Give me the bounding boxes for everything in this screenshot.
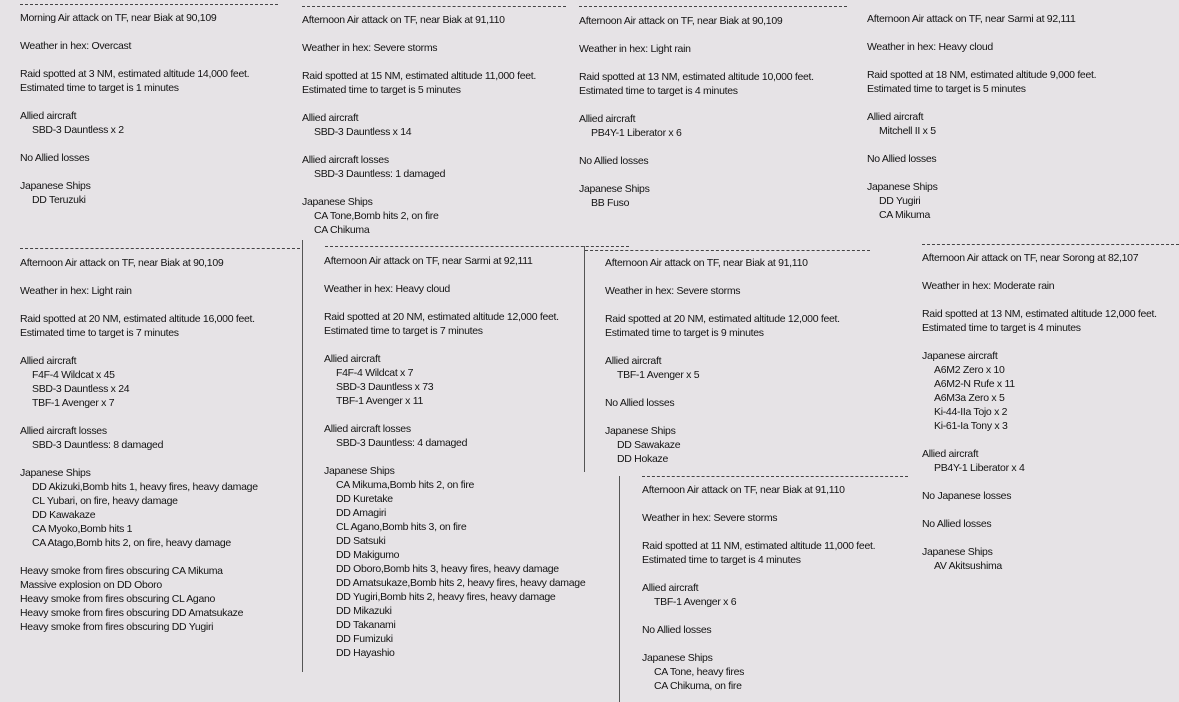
section-heading: Allied aircraft — [867, 111, 924, 123]
section-item: DD Satsuki — [336, 535, 386, 547]
report-title: Afternoon Air attack on TF, near Biak at 90,109 — [579, 15, 783, 27]
section-item: A6M3a Zero x 5 — [934, 392, 1005, 404]
section-item: DD Teruzuki — [32, 194, 86, 206]
report-weather: Weather in hex: Severe storms — [302, 42, 438, 54]
report-raid: Raid spotted at 20 NM, estimated altitude 12,000 feet. — [605, 313, 840, 325]
section-heading: No Allied losses — [579, 155, 649, 167]
window-border — [584, 246, 585, 472]
section-item: TBF-1 Avenger x 7 — [32, 397, 115, 409]
section-item: DD Yugiri — [879, 195, 921, 207]
report-title: Afternoon Air attack on TF, near Sorong at 82,107 — [922, 252, 1139, 264]
report-note: Heavy smoke from fires obscuring DD Amatsukaze — [20, 607, 244, 619]
section-heading: Allied aircraft losses — [302, 154, 389, 166]
section-heading: Japanese Ships — [867, 181, 938, 193]
report-eta: Estimated time to target is 7 minutes — [20, 327, 179, 339]
section-item: DD Takanami — [336, 619, 396, 631]
section-item: CA Tone,Bomb hits 2, on fire — [314, 210, 439, 222]
report-title: Afternoon Air attack on TF, near Sarmi at 92,111 — [324, 255, 533, 267]
report-title: Afternoon Air attack on TF, near Biak at 90,109 — [20, 257, 224, 269]
section-item: A6M2-N Rufe x 11 — [934, 378, 1015, 390]
section-heading: Allied aircraft — [20, 110, 77, 122]
separator-rule — [579, 6, 847, 7]
section-item: DD Yugiri,Bomb hits 2, heavy fires, heavy damage — [336, 591, 556, 603]
section-item: Ki-61-Ia Tony x 3 — [934, 420, 1008, 432]
report-title: Afternoon Air attack on TF, near Sarmi at 92,111 — [867, 13, 1076, 25]
section-item: CL Agano,Bomb hits 3, on fire — [336, 521, 467, 533]
report-weather: Weather in hex: Heavy cloud — [324, 283, 450, 295]
report-raid: Raid spotted at 15 NM, estimated altitude 11,000 feet. — [302, 70, 537, 82]
section-heading: No Allied losses — [642, 624, 712, 636]
window-border — [619, 476, 620, 702]
report-eta: Estimated time to target is 7 minutes — [324, 325, 483, 337]
report-title: Morning Air attack on TF, near Biak at 90,109 — [20, 12, 217, 24]
section-item: TBF-1 Avenger x 11 — [336, 395, 424, 407]
section-heading: Japanese Ships — [20, 467, 91, 479]
section-heading: Allied aircraft — [324, 353, 381, 365]
section-item: F4F-4 Wildcat x 7 — [336, 367, 414, 379]
section-item: A6M2 Zero x 10 — [934, 364, 1005, 376]
section-heading: Japanese Ships — [20, 180, 91, 192]
section-item: F4F-4 Wildcat x 45 — [32, 369, 115, 381]
section-item: CA Chikuma — [314, 224, 370, 236]
report-weather: Weather in hex: Overcast — [20, 40, 132, 52]
section-heading: No Allied losses — [867, 153, 937, 165]
section-item: DD Oboro,Bomb hits 3, heavy fires, heavy damage — [336, 563, 559, 575]
section-heading: Japanese Ships — [302, 196, 373, 208]
section-item: TBF-1 Avenger x 6 — [654, 596, 737, 608]
report-raid: Raid spotted at 18 NM, estimated altitude 9,000 feet. — [867, 69, 1097, 81]
report-eta: Estimated time to target is 1 minutes — [20, 82, 179, 94]
section-heading: Allied aircraft losses — [324, 423, 411, 435]
section-item: SBD-3 Dauntless x 14 — [314, 126, 412, 138]
window-border — [302, 240, 303, 672]
separator-rule — [20, 4, 278, 5]
section-item: CA Tone, heavy fires — [654, 666, 745, 678]
report-weather: Weather in hex: Light rain — [579, 43, 691, 55]
separator-rule — [585, 250, 870, 251]
section-item: DD Kuretake — [336, 493, 393, 505]
section-heading: Japanese aircraft — [922, 350, 998, 362]
report-weather: Weather in hex: Severe storms — [605, 285, 741, 297]
section-heading: Allied aircraft — [605, 355, 662, 367]
section-item: TBF-1 Avenger x 5 — [617, 369, 700, 381]
section-item: DD Sawakaze — [617, 439, 681, 451]
section-item: BB Fuso — [591, 197, 630, 209]
section-item: SBD-3 Dauntless x 2 — [32, 124, 124, 136]
section-item: CA Myoko,Bomb hits 1 — [32, 523, 133, 535]
section-heading: Japanese Ships — [642, 652, 713, 664]
report-eta: Estimated time to target is 4 minutes — [922, 322, 1081, 334]
report-eta: Estimated time to target is 4 minutes — [579, 85, 738, 97]
section-item: DD Amatsukaze,Bomb hits 2, heavy fires, heavy damage — [336, 577, 586, 589]
section-heading: Japanese Ships — [922, 546, 993, 558]
section-heading: No Allied losses — [20, 152, 90, 164]
section-item: AV Akitsushima — [934, 560, 1002, 572]
section-item: DD Hokaze — [617, 453, 668, 465]
section-heading: No Allied losses — [605, 397, 675, 409]
report-title: Afternoon Air attack on TF, near Biak at 91,110 — [302, 14, 505, 26]
report-weather: Weather in hex: Severe storms — [642, 512, 778, 524]
report-eta: Estimated time to target is 4 minutes — [642, 554, 801, 566]
section-item: DD Amagiri — [336, 507, 387, 519]
report-note: Heavy smoke from fires obscuring CA Mikuma — [20, 565, 223, 577]
report-raid: Raid spotted at 13 NM, estimated altitude 10,000 feet. — [579, 71, 814, 83]
section-item: CA Chikuma, on fire — [654, 680, 742, 692]
section-item: DD Fumizuki — [336, 633, 393, 645]
section-heading: Japanese Ships — [579, 183, 650, 195]
report-note: Heavy smoke from fires obscuring CL Agano — [20, 593, 216, 605]
section-item: DD Kawakaze — [32, 509, 96, 521]
section-item: DD Mikazuki — [336, 605, 392, 617]
section-heading: Allied aircraft losses — [20, 425, 107, 437]
section-item: CA Mikuma,Bomb hits 2, on fire — [336, 479, 475, 491]
section-item: DD Makigumo — [336, 549, 400, 561]
section-heading: Allied aircraft — [20, 355, 77, 367]
report-raid: Raid spotted at 20 NM, estimated altitude 16,000 feet. — [20, 313, 255, 325]
report-title: Afternoon Air attack on TF, near Biak at 91,110 — [605, 257, 808, 269]
separator-rule — [642, 476, 908, 477]
section-heading: Allied aircraft — [922, 448, 979, 460]
section-heading: No Allied losses — [922, 518, 992, 530]
report-weather: Weather in hex: Moderate rain — [922, 280, 1055, 292]
section-item: Mitchell II x 5 — [879, 125, 936, 137]
report-title: Afternoon Air attack on TF, near Biak at 91,110 — [642, 484, 845, 496]
section-item: CL Yubari, on fire, heavy damage — [32, 495, 178, 507]
report-note: Heavy smoke from fires obscuring DD Yugiri — [20, 621, 214, 633]
section-item: DD Hayashio — [336, 647, 395, 659]
report-raid: Raid spotted at 20 NM, estimated altitude 12,000 feet. — [324, 311, 559, 323]
section-heading: Japanese Ships — [324, 465, 395, 477]
section-item: SBD-3 Dauntless: 1 damaged — [314, 168, 446, 180]
report-raid: Raid spotted at 3 NM, estimated altitude 14,000 feet. — [20, 68, 250, 80]
report-eta: Estimated time to target is 9 minutes — [605, 327, 764, 339]
report-eta: Estimated time to target is 5 minutes — [302, 84, 461, 96]
section-item: SBD-3 Dauntless x 24 — [32, 383, 130, 395]
section-item: DD Akizuki,Bomb hits 1, heavy fires, heavy damage — [32, 481, 258, 493]
section-item: CA Atago,Bomb hits 2, on fire, heavy damage — [32, 537, 231, 549]
section-item: SBD-3 Dauntless: 4 damaged — [336, 437, 468, 449]
section-heading: Allied aircraft — [579, 113, 636, 125]
report-eta: Estimated time to target is 5 minutes — [867, 83, 1026, 95]
separator-rule — [20, 248, 300, 249]
section-heading: Japanese Ships — [605, 425, 676, 437]
report-weather: Weather in hex: Heavy cloud — [867, 41, 993, 53]
separator-rule — [922, 244, 1179, 245]
report-note: Massive explosion on DD Oboro — [20, 579, 162, 591]
section-heading: Allied aircraft — [642, 582, 699, 594]
separator-rule — [302, 6, 566, 7]
section-item: PB4Y-1 Liberator x 6 — [591, 127, 682, 139]
section-item: SBD-3 Dauntless: 8 damaged — [32, 439, 164, 451]
report-raid: Raid spotted at 13 NM, estimated altitude 12,000 feet. — [922, 308, 1157, 320]
report-raid: Raid spotted at 11 NM, estimated altitude 11,000 feet. — [642, 540, 876, 552]
section-item: CA Mikuma — [879, 209, 930, 221]
section-item: SBD-3 Dauntless x 73 — [336, 381, 434, 393]
report-weather: Weather in hex: Light rain — [20, 285, 132, 297]
section-item: PB4Y-1 Liberator x 4 — [934, 462, 1025, 474]
section-item: Ki-44-IIa Tojo x 2 — [934, 406, 1008, 418]
section-heading: Allied aircraft — [302, 112, 359, 124]
section-heading: No Japanese losses — [922, 490, 1012, 502]
